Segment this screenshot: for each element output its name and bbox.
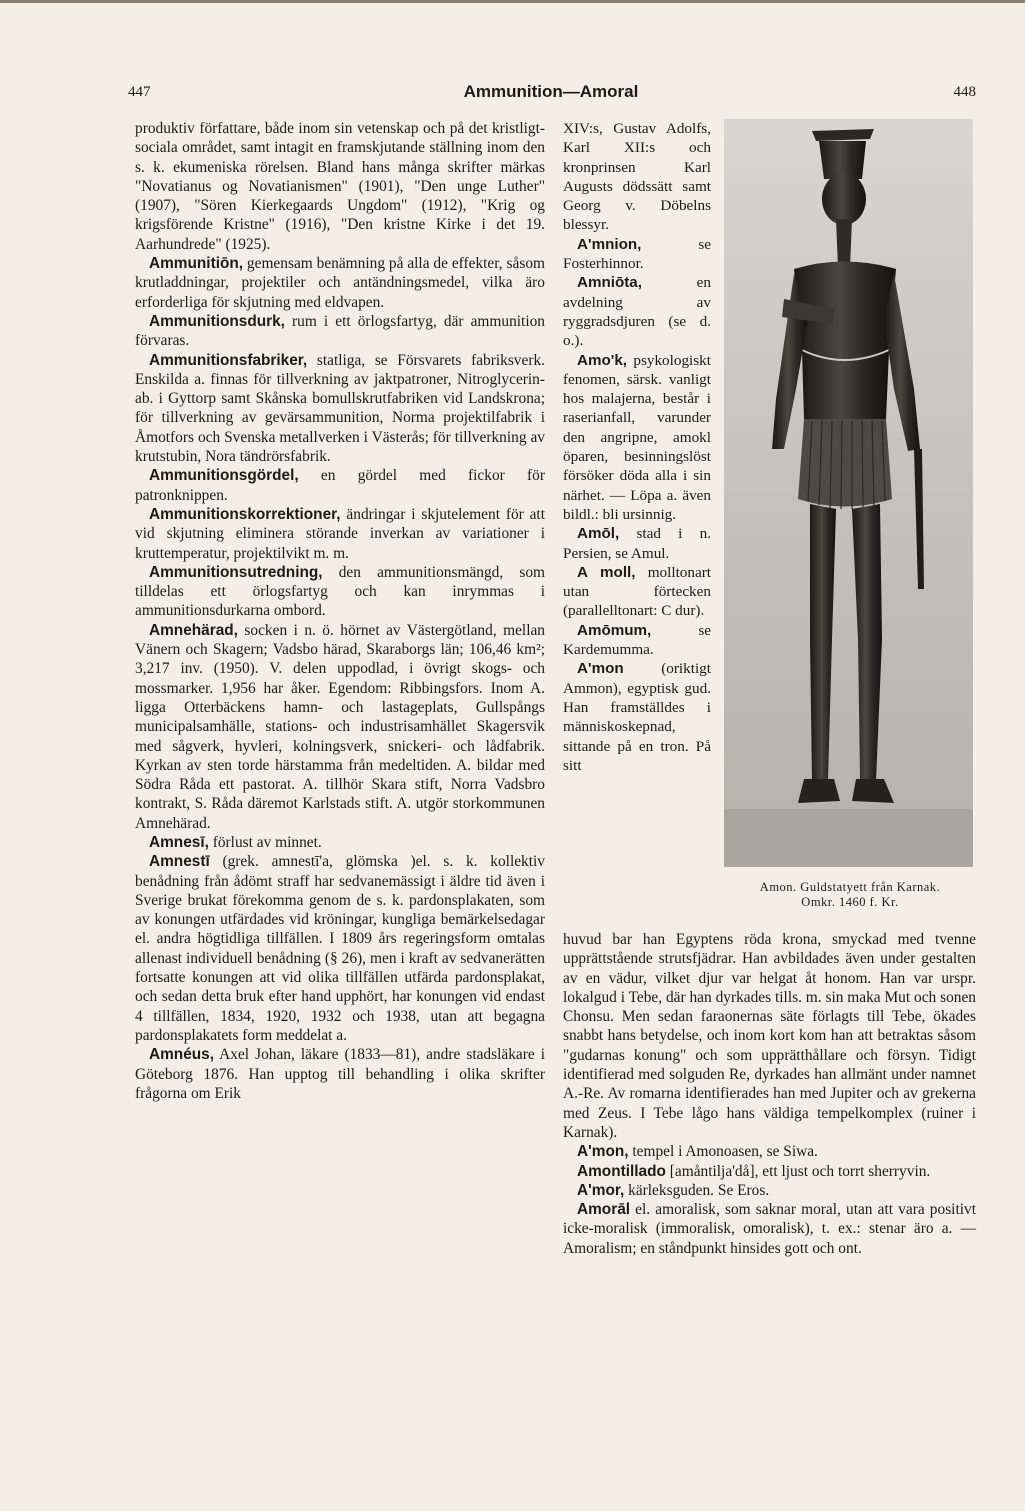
entry-headword: Amniōta, [577,274,642,292]
entry-headword: Amo'k, [577,351,628,369]
dictionary-entry [563,273,711,350]
page-number-left: 447 [128,84,151,100]
left-column [135,119,545,1103]
entry-text: XIV:s, Gustav Adolfs, Karl XII:s och kronprinsen Karl Augusts dödssätt samt Georg v. Döbelns blessyr. [563,120,711,234]
statue-icon [724,119,973,867]
entry-text: psykologiskt fenomen, särsk. vanligt hos malajerna, består i raserianfall, varunder den angripne, amokl öparen, besinningslöst försöker döda alla i sin närhet. — Löpa a. även bildl.: bli ursinnig. [563,351,711,523]
entry-text: produktiv författare, både inom sin vetenskap och på det kristligt-sociala området, samt intagit en framskjutande ställning inom den s. k. ekumeniska rörelsen. Bland hans många skrifter märkas "Novatianus og Novatianismen" (1901), "Den unge Luther" (1907), "Sören Kierkegaards Ungdom" (1912), "Krig og krigsförende Kristne" (1916), "Den kristne Kirke i det 19. Aarhundrede" (1925). [135,120,545,253]
entry-headword: Ammunitionsgördel, [149,467,299,485]
entry-text: ändringar i skjutelement för att vid skjutning eliminera störande inverkan av variationer i kruttemperatur, projektilvikt m. m. [135,505,545,562]
entry-text: socken i n. ö. hörnet av Västergötland, mellan Vänern och Skagern; Vadsbo härad, Skaraborgs län; 106,46 km²; 3,217 inv. (1950). V. delen uppodlad, i övrigt skogs- och mossmarker. 1,956 har åker. Egendom: Ribbingsfors. Inom A. ligga Otterbäckens hamn- och lastageplats, Gullspångs municipalsamhälle, stations- och industrisamhället Skagersvik med sågverk, hyvleri, kolningsverk, snickeri- och lådfabrik. Kyrkan av sten torde härstamma från medeltiden. A. bildar med Södra Råda ett pastorat. A. tillhör Skara stift, Norra Vadsbro kontrakt, S. Råda däremot Karlstads stift. A. utgör storkommunen Amnehärad. [135,621,545,832]
dictionary-entry [135,466,545,505]
entry-headword: Ammunitionsfabriker, [149,351,308,369]
entry-text: se Fosterhinnor. [563,235,711,273]
entry-text: (oriktigt Ammon), egyptisk gud. Han framställdes i människoskepnad, sittande på en tron. På sitt [563,660,711,774]
entry-headword: Ammunitionsutredning, [149,563,323,581]
page-header [126,82,976,108]
entry-text: gemensam benämning på alla de effekter, såsom krutladdningar, projektiler och antändningsmedel, vilka äro erforderliga för skjutning med eldvapen. [135,255,545,311]
entry-text: stad i n. Persien, se Amul. [563,525,711,562]
dictionary-entry [563,1162,976,1181]
entry-headword: Amnesī, [149,833,209,851]
dictionary-entry [135,119,545,254]
entry-text: Axel Johan, läkare (1833—81), andre stadsläkare i Göteborg 1876. Han upptog till behandling i olika skrifter frågorna om Erik [135,1046,545,1102]
dictionary-entry [563,1200,976,1258]
dictionary-entry [135,351,545,467]
entry-text: [amåntilja'då], ett ljust och torrt sherryvin. [665,1162,931,1180]
dictionary-entry [563,621,711,660]
entry-text: tempel i Amonoasen, se Siwa. [628,1143,818,1161]
amon-statue-photo [724,119,973,867]
entry-headword: Amorāl [577,1201,631,1219]
entry-headword: A moll, [577,563,636,581]
entry-headword: A'mor, [577,1181,625,1199]
entry-text: en avdelning av ryggradsdjuren (se d. o.). [563,274,711,350]
entry-text: se Kardemumma. [563,621,711,659]
entry-text: huvud bar han Egyptens röda krona, smyckad med tvenne upprättstående strutsfjädrar. Han avbildades även under gestalten av en vädur, vilket djur var helgat åt honom. Han var urspr. lokalgud i Tebe, där han dyrkades tills. m. sin maka Mut och sonen Chonsu. Men sedan faraonernas säte förlagts till Tebe, ökades snabbt hans betydelse, och inom kort kom han att betraktas såsom "gudarnas konung" och som upprätthållare och försyn. Tidigt identifierad med solguden Re, dyrkades han allmänt under namnet A.-Re. Av romarna identifierades han med Jupiter och av grekerna med Zeus. I Tebe lågo hans väldiga tempelkomplex (ruiner i Karnak). [563,931,976,1141]
narrow-column [563,119,711,775]
entry-headword: Ammunitionskorrektioner, [149,505,341,523]
entry-headword: A'mon [577,660,624,678]
dictionary-entry [135,312,545,351]
entry-headword: Ammunitiōn, [149,255,244,273]
dictionary-entry [563,351,711,525]
dictionary-entry [135,254,545,312]
dictionary-entry [135,621,545,833]
dictionary-entry [135,505,545,563]
entry-headword: Amontillado [577,1162,666,1180]
dictionary-entry [563,119,711,235]
caption-line-2: Omkr. 1460 f. Kr. [801,895,899,909]
entry-headword: Amnestī [149,853,210,871]
dictionary-entry [135,1045,545,1103]
bottom-column [563,930,976,1258]
caption-line-1: Amon. Guldstatyett från Karnak. [759,880,941,894]
entry-headword: Amnéus, [149,1046,214,1064]
entry-text: kärleksguden. Se Eros. [624,1181,770,1199]
dictionary-entry [563,930,976,1142]
dictionary-entry [563,659,711,775]
entry-text: en gördel med fickor för patronknippen. [135,467,545,504]
entry-text: el. amoralisk, som saknar moral, utan att vara positivt icke-moralisk (immoralisk, omoralisk), t. ex.: stenar äro a. — Amoralism; en ståndpunkt hinsides gott och ont. [563,1201,976,1257]
entry-headword: Amōmum, [577,621,652,639]
entry-headword: Amōl, [577,525,620,543]
entry-headword: A'mnion, [577,235,642,253]
figure-caption [720,880,980,910]
entry-headword: Amnehärad, [149,621,238,639]
entry-text: förlust av minnet. [208,833,322,851]
running-title: Ammunition—Amoral [463,82,639,101]
top-rule [0,0,1025,3]
dictionary-entry [563,563,711,621]
entry-headword: A'mon, [577,1143,629,1161]
dictionary-entry [135,833,545,852]
dictionary-entry [563,1142,976,1161]
dictionary-entry [135,563,545,621]
entry-text: molltonart utan förtecken (parallelltonart: C dur). [563,563,711,620]
dictionary-entry [563,524,711,563]
dictionary-entry [563,235,711,274]
entry-text: (grek. amnestī'a, glömska )el. s. k. kollektiv benådning från ådömt straff har sedvanemässigt i äldre tid även i Sverige brukat förekomma genom de s. k. pardonsplakaten, som av konungen utfärdades vid kröningar, kungliga bemärkelsedagar el. andra högtidliga tillfällen. I 1809 års regeringsform omtalas allenast individuell benådning (§ 26), men i kraft av sedvanerätten fortsatte konungen att vid olika tillfällen utfärda pardonsplakat, och sedan detta bruk efter hand upphört, har konungen vid endast 4 tillfällen, 1834, 1920, 1932 och 1938, utan att begagna pardonsplakatets form meddelat a. [135,853,545,1044]
dictionary-entry [563,1181,976,1200]
dictionary-entry [135,852,545,1045]
page-number-right: 448 [953,84,976,100]
entry-text: den ammunitionsmängd, som tilldelas ett örlogsfartyg och kan inrymmas i ammunitionsdurkarna ombord. [135,563,545,620]
entry-text: rum i ett örlogsfartyg, där ammunition förvaras. [135,312,545,350]
entry-headword: Ammunitionsdurk, [149,312,285,330]
entry-text: statliga, se Försvarets fabriksverk. Enskilda a. finnas för tillverkning av jaktpatroner, Nitroglycerin-ab. i Gyttorp samt Skånska bomullskrutfabriken vid Landskrona; för tillverkning av gevärsammunition, Norma projektilfabrik i Åmotfors och Svenska metallverken i Västerås; för tillverkning av krutstubin, Nora tändrörsfabrik. [135,351,545,466]
